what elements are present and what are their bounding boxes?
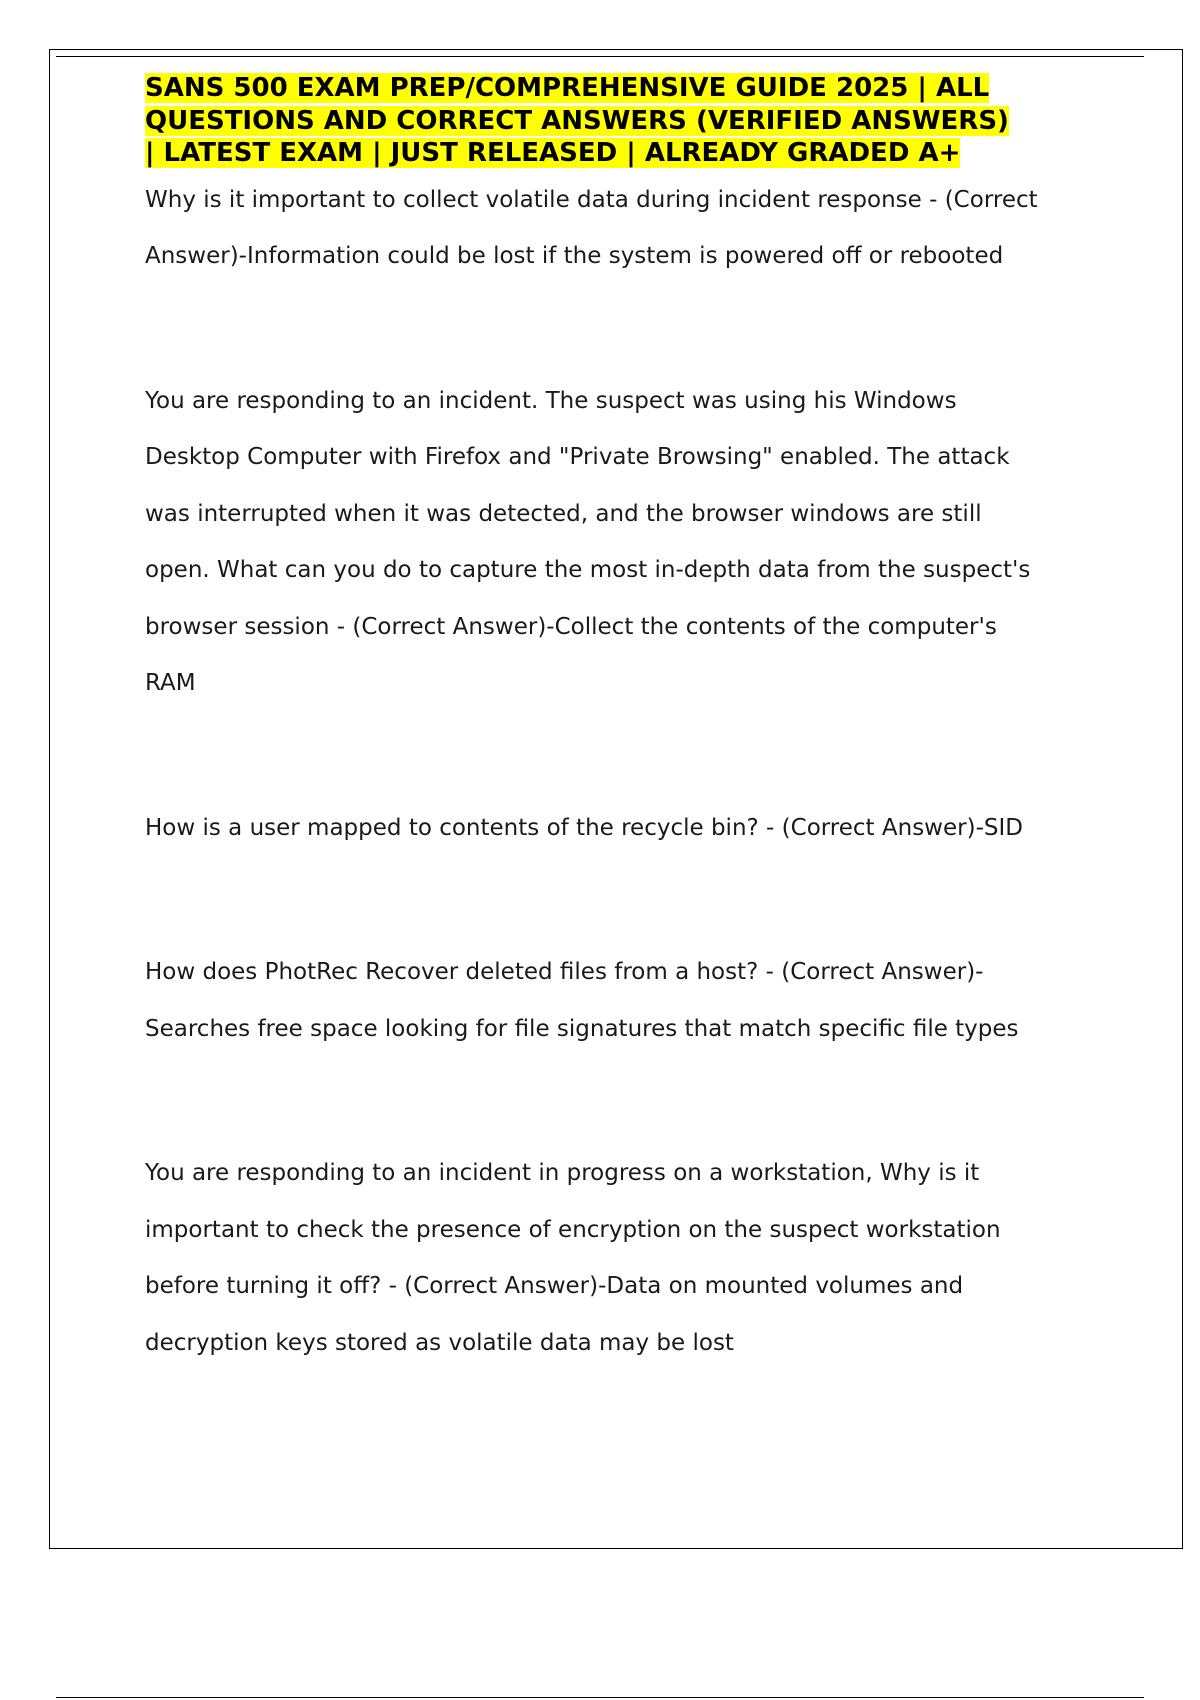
qa-text-line: Answer)-Information could be lost if the system is powered off or rebooted (145, 243, 1004, 269)
qa-item (145, 800, 1095, 857)
qa-text-line: Searches free space looking for file signatures that match specific file types (145, 1015, 1019, 1042)
qa-text-line: before turning it off? - (Correct Answer)-Data on mounted volumes and (145, 1273, 964, 1299)
qa-item (145, 373, 1095, 712)
qa-text-line: Why is it important to collect volatile data during incident response - (Correct (145, 186, 1038, 213)
qa-item (145, 944, 1095, 1057)
qa-item (145, 1145, 1095, 1371)
qa-text-line: was interrupted when it was detected, and the browser windows are still (145, 500, 982, 527)
header-rule (56, 56, 1144, 57)
document-title (145, 72, 1095, 170)
qa-text-line: important to check the presence of encryption on the suspect workstation (145, 1216, 1001, 1243)
title-line: QUESTIONS AND CORRECT ANSWERS (VERIFIED ANSWERS) (145, 105, 1009, 136)
qa-text-line: RAM (145, 670, 196, 696)
qa-text-line: You are responding to an incident in progress on a workstation, Why is it (145, 1160, 980, 1186)
qa-text-line: You are responding to an incident. The suspect was using his Windows (145, 387, 957, 414)
title-line: | LATEST EXAM | JUST RELEASED | ALREADY GRADED A+ (145, 138, 961, 168)
qa-text-line: How is a user mapped to contents of the recycle bin? - (Correct Answer)-SID (145, 814, 1023, 841)
title-line: SANS 500 EXAM PREP/COMPREHENSIVE GUIDE 2025 | ALL (145, 73, 990, 103)
qa-text-line: decryption keys stored as volatile data may be lost (145, 1329, 734, 1356)
footer-rule (56, 1697, 1144, 1698)
qa-text-line: Desktop Computer with Firefox and "Private Browsing" enabled. The attack (145, 444, 1010, 470)
document-body (145, 72, 1095, 1371)
qa-text-line: browser session - (Correct Answer)-Collect the contents of the computer's (145, 613, 997, 640)
qa-item (145, 172, 1095, 285)
qa-text-line: open. What can you do to capture the most in-depth data from the suspect's (145, 557, 1031, 583)
qa-text-line: How does PhotRec Recover deleted files from a host? - (Correct Answer)- (145, 959, 984, 985)
